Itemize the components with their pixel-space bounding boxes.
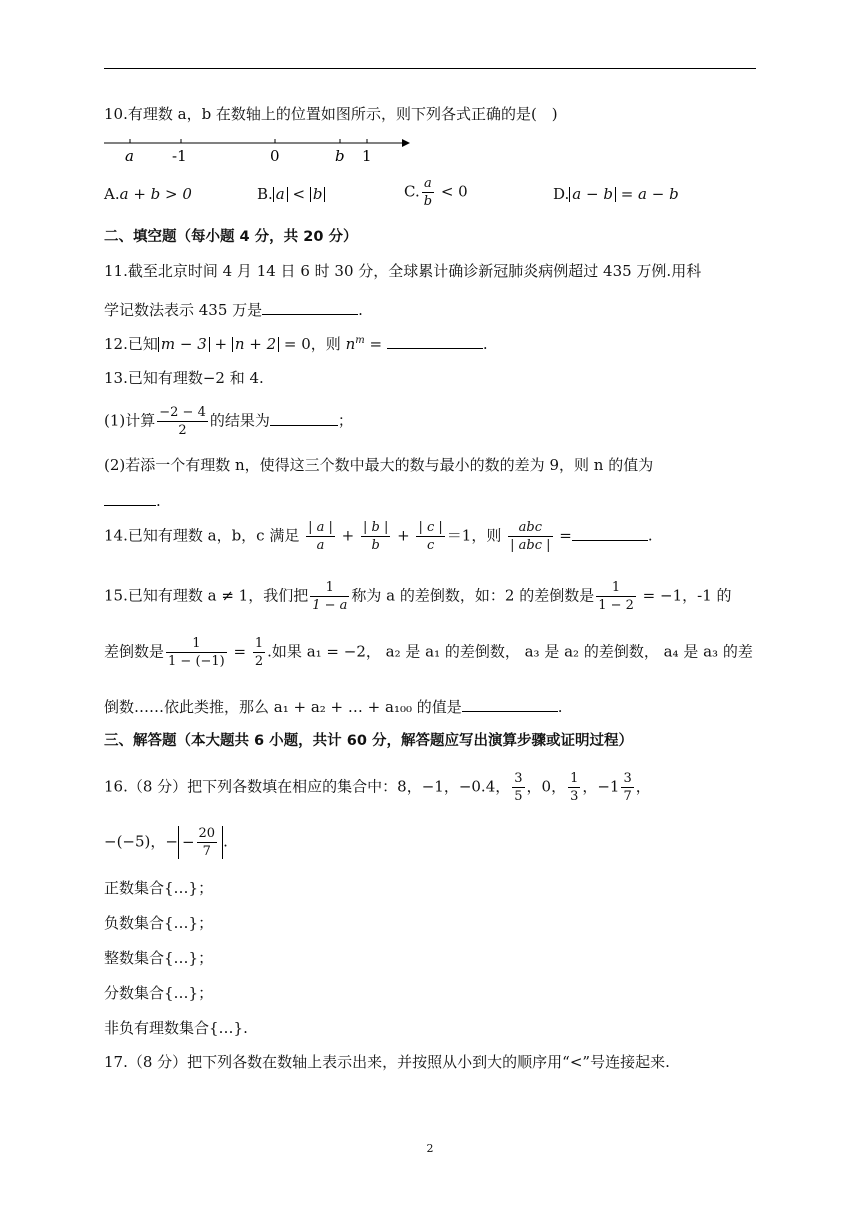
- label-minus-1: -1: [172, 147, 187, 165]
- q15-line3: 倒数……依此类推，那么 a₁ + a₂ + … + a₁₀₀ 的值是 .: [104, 698, 563, 716]
- q10-text: 10.有理数 a，b 在数轴上的位置如图所示，则下列各式正确的是( ): [104, 105, 558, 123]
- section2-title: 二、填空题（每小题 4 分，共 20 分）: [104, 229, 358, 245]
- q16-set-positive: 正数集合{…}；: [104, 879, 214, 897]
- q14-answer-blank: [572, 526, 648, 541]
- q16-set-integer: 整数集合{…}；: [104, 949, 214, 967]
- q15-answer-blank: [462, 697, 558, 712]
- q16-line1: 16.（8 分）把下列各数填在相应的集合中：8，−1，−0.4， $\frac{3}{5}$ ，0， $\frac{1}{3}$ ，−1 $\frac{3}{7}$ ，: [104, 771, 651, 804]
- q11-line1: 11.截至北京时间 4 月 14 日 6 时 30 分，全球累计确诊新冠肺炎病例超过 435 万例.用科: [104, 262, 702, 280]
- number-line: [104, 136, 414, 166]
- q11-line2: 学记数法表示 435 万是 .: [104, 301, 363, 319]
- number-line-arrow: [402, 139, 410, 147]
- q13-part2-blank: [104, 491, 156, 506]
- q12-answer-blank: [387, 334, 483, 349]
- q17-text: 17.（8 分）把下列各数在数轴上表示出来，并按照从小到大的顺序用“<”号连接起来.: [104, 1053, 670, 1071]
- label-b: b: [335, 147, 345, 165]
- q13-part2-line2: .: [104, 491, 161, 509]
- q13-part2-line1: (2)若添一个有理数 n，使得这三个数中最大的数与最小的数的差为 9，则 n 的值为: [104, 456, 654, 474]
- q13-part1-blank: [270, 411, 338, 426]
- q16-line2: −(−5)，− − $\frac{20}{7}$ .: [104, 826, 228, 859]
- page-number: 2: [426, 1142, 434, 1155]
- q14-line: 14.已知有理数 a，b，c 满足 $\frac{| a |}{a}$ + $\frac{| b |}{b}$ + $\frac{| c |}{c}$ ＝1，则 $\frac{\text{abc}}{\text{| abc |}}$ = .: [104, 520, 653, 553]
- section3-title: 三、解答题（本大题共 6 小题，共计 60 分，解答题应写出演算步骤或证明过程）: [104, 733, 633, 749]
- label-1: 1: [362, 147, 372, 165]
- q10-option-b: B. a < b: [257, 185, 325, 203]
- q15-line1: 15.已知有理数 a ≠ 1，我们把 $\frac{1}{1 - a}$ 称为 a 的差倒数，如：2 的差倒数是 $\frac{1}{1 - 2}$ = −1，-1 的: [104, 580, 732, 613]
- q12-line: 12.已知 m − 3 + n + 2 = 0，则 $n^m$ = .: [104, 335, 488, 353]
- q10-option-c: C. $\frac{a}{b}$ < 0: [404, 176, 468, 209]
- label-0: 0: [270, 147, 280, 165]
- q16-set-negative: 负数集合{…}；: [104, 914, 214, 932]
- header-rule: [104, 68, 756, 69]
- q13-part1: (1)计算 $\frac{-2 - 4}{2}$ 的结果为 ；: [104, 405, 353, 438]
- q10-option-d: D. a − b = a − b: [553, 185, 679, 203]
- q16-set-fraction: 分数集合{…}；: [104, 984, 214, 1002]
- label-a: a: [125, 147, 134, 165]
- q10-option-a: A.a + b > 0: [104, 185, 192, 203]
- q11-answer-blank: [262, 300, 358, 315]
- q16-set-nonnegative: 非负有理数集合{…}.: [104, 1019, 248, 1037]
- q13-line1: 13.已知有理数−2 和 4.: [104, 369, 264, 387]
- q15-line2: 差倒数是 $\frac{1}{1 - (-1)}$ = $\frac{1}{2}$ .如果 a₁ = −2， a₂ 是 a₁ 的差倒数， a₃ 是 a₂ 的差倒数， a₄ 是 a₃ 的差: [104, 636, 753, 669]
